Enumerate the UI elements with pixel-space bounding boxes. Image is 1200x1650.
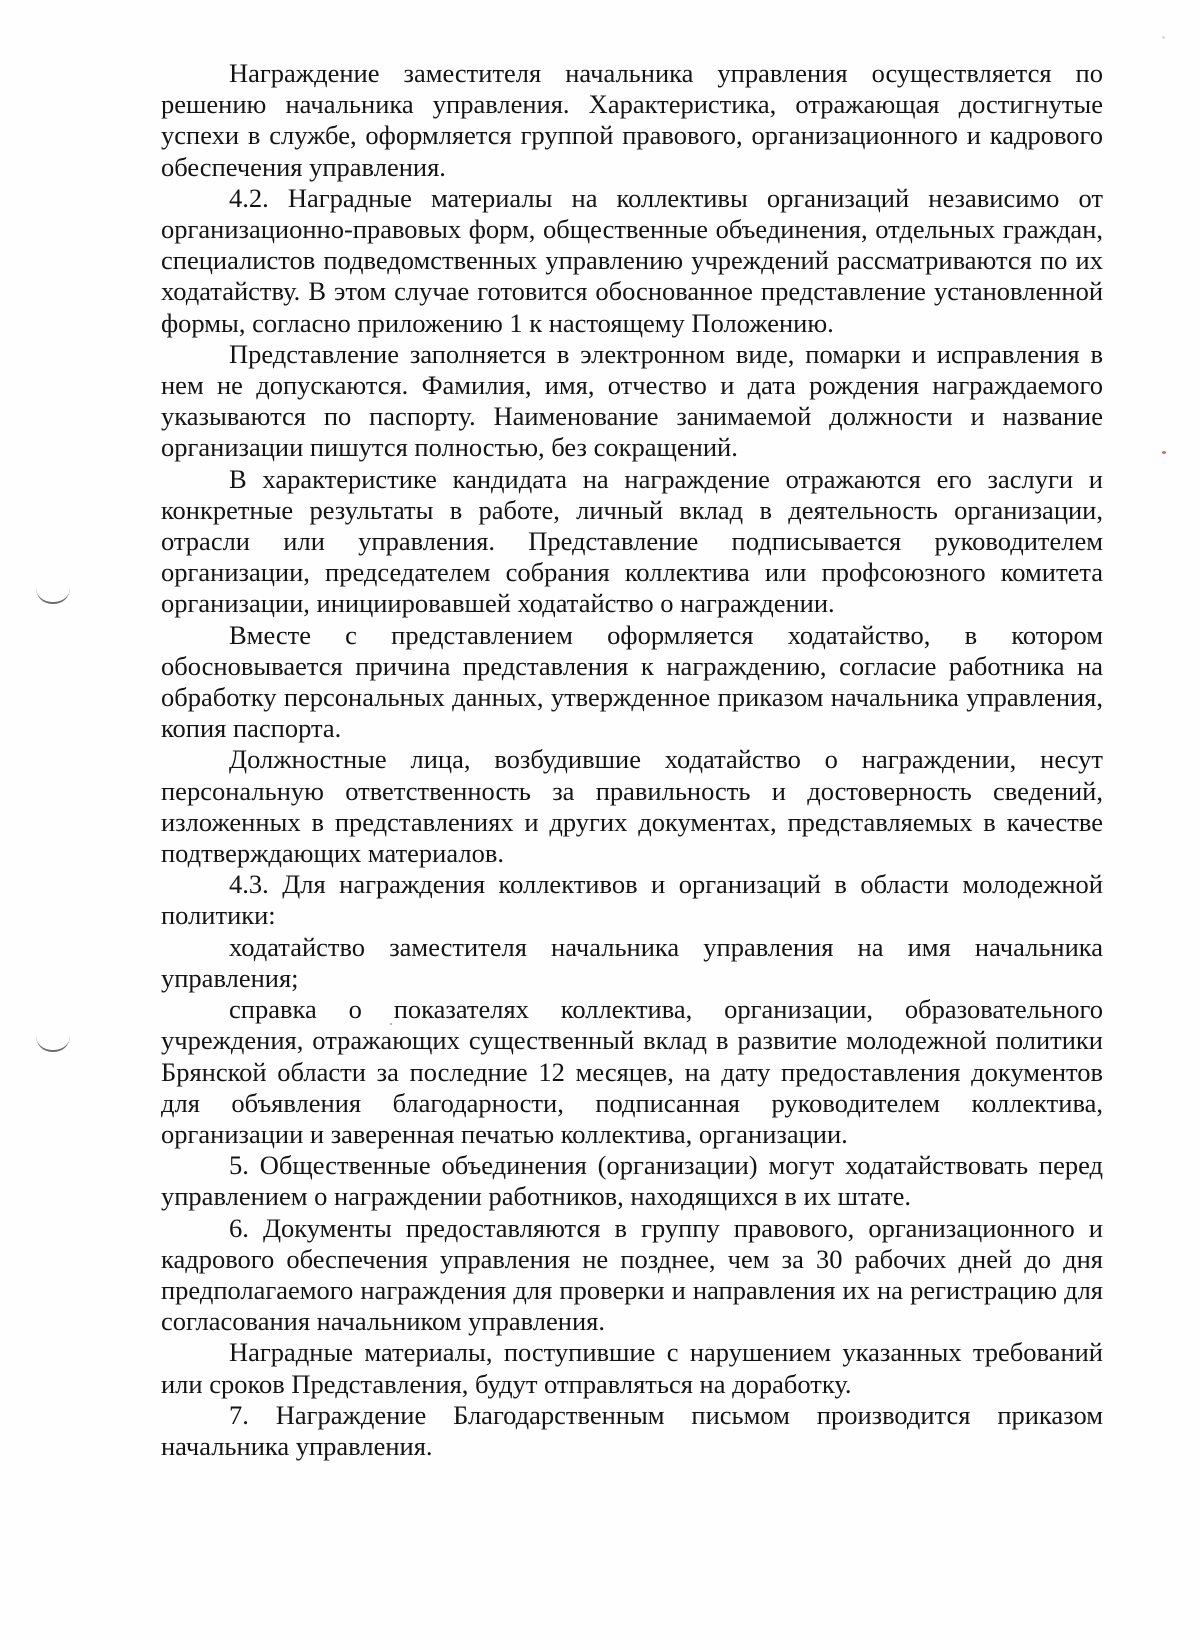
paragraph-deputy-award: Награждение заместителя начальника управления осуществляется по решению начальника управления. Характеристика, отражающая достигнутые успехи в службе, оформляется группой правового, организационного и кадрового обеспечения управления. [161, 58, 1103, 182]
paragraph-5: 5. Общественные объединения (организации) могут ходатайствовать перед управлением о награждении работников, находящихся в их штате. [161, 1150, 1103, 1212]
list-item-certificate: справка о показателях коллектива, организации, образовательного учреждения, отражающих существенный вклад в развитие молодежной политики Брянской области за последние 12 месяцев, на дату предоставления документов для объявления благодарности, подписанная руководителем коллектива, организации и заверенная печатью коллектива, организации. [161, 994, 1103, 1149]
punch-hole-mark [36, 1036, 70, 1052]
paragraph-submission-form: Представление заполняется в электронном виде, помарки и исправления в нем не допускаются. Фамилия, имя, отчество и дата рождения награждаемого указываются по паспорту. Наименование занимаемой должности и название организации пишутся полностью, без сокращений. [161, 338, 1103, 463]
paragraph-4-3: 4.3. Для награждения коллективов и организаций в области молодежной политики: [161, 869, 1103, 931]
punch-hole-mark [36, 588, 70, 604]
list-item-petition: ходатайство заместителя начальника управления на имя начальника управления; [161, 931, 1103, 993]
paragraph-characteristic: В характеристике кандидата на награждение отражаются его заслуги и конкретные результаты в работе, личный вклад в деятельность организации, отрасли или управления. Представление подписывается руководителем организации, председателем собрания коллектива или профсоюзного комитета организации, инициировавшей ходатайство о награждении. [161, 463, 1103, 619]
paragraph-6: 6. Документы предоставляются в группу правового, организационного и кадрового обеспечения управления не позднее, чем за 30 рабочих дней до дня предполагаемого награждения для проверки и направления их на регистрацию для согласования начальником управления. [161, 1212, 1103, 1337]
paragraph-4-2: 4.2. Наградные материалы на коллективы организаций независимо от организационно-правовых форм, общественные объединения, отдельных граждан, специалистов подведомственных управлению учреждений рассматриваются по их ходатайству. В этом случае готовится обоснованное представление установленной формы, согласно приложению 1 к настоящему Положению. [161, 182, 1103, 338]
scan-speck [1162, 451, 1166, 454]
paragraph-7: 7. Награждение Благодарственным письмом производится приказом начальника управления. [161, 1399, 1103, 1461]
paragraph-responsibility: Должностные лица, возбудившие ходатайство о награждении, несут персональную ответственность за правильность и достоверность сведений, изложенных в представлениях и других документах, представляемых в качестве подтверждающих материалов. [161, 744, 1103, 869]
paragraph-petition: Вместе с представлением оформляется ходатайство, в котором обосновывается причина представления к награждению, согласие работника на обработку персональных данных, утвержденное приказом начальника управления, копия паспорта. [161, 619, 1103, 744]
scan-speck [1162, 36, 1165, 39]
paragraph-rework: Наградные материалы, поступившие с нарушением указанных требований или сроков Представления, будут отправляться на доработку. [161, 1337, 1103, 1399]
document-body [161, 58, 1103, 1462]
